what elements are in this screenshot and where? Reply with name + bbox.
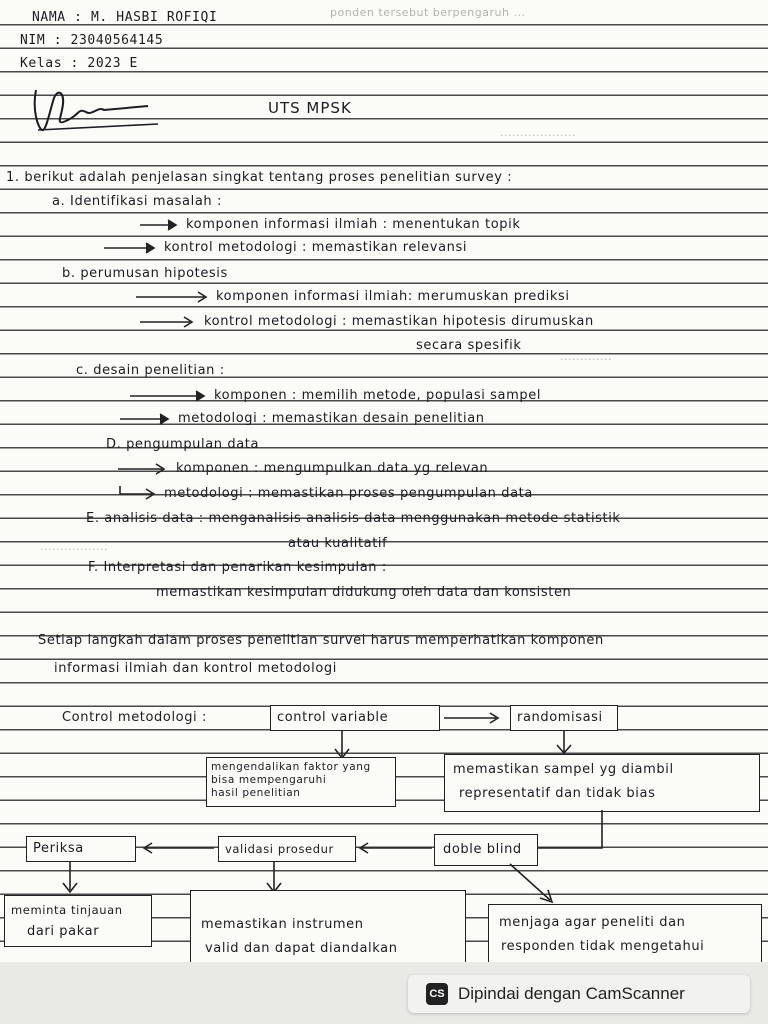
randomisasi-box <box>510 705 618 731</box>
arrow-left-icon <box>356 841 432 855</box>
arrow-down-icon <box>58 862 82 896</box>
double-blind-box <box>434 834 538 866</box>
student-nim: NIM : 23040564145 <box>20 33 164 48</box>
section-c-metodologi: metodologi : memastikan desain penelitian <box>178 411 485 426</box>
double-blind-label: doble blind <box>443 842 522 857</box>
arrow-right-icon <box>120 413 174 425</box>
section-f-heading: F. Interpretasi dan penarikan kesimpulan : <box>88 560 387 575</box>
menjaga-line: responden tidak mengetahui <box>501 939 705 954</box>
menjaga-box <box>488 904 762 962</box>
bleed-through-text: ponden tersebut berpengaruh ... <box>330 6 526 19</box>
summary-line2: informasi ilmiah dan kontrol metodologi <box>54 661 337 676</box>
camscanner-text: Dipindai dengan CamScanner <box>458 984 685 1003</box>
instrumen-box <box>190 890 466 962</box>
connector-line <box>536 810 616 852</box>
validasi-label: validasi prosedur <box>225 842 334 856</box>
section-d-komponen: komponen : mengumpulkan data yg relevan <box>176 461 489 476</box>
instrumen-line: memastikan instrumen <box>201 917 364 932</box>
section-a-heading: a. Identifikasi masalah : <box>52 194 222 209</box>
question-intro: 1. berikut adalah penjelasan singkat tentang proses penelitian survey : <box>6 170 513 185</box>
arrow-right-icon <box>444 711 504 725</box>
section-e-line2: atau kualitatif <box>288 536 388 551</box>
section-c-komponen: komponen : memilih metode, populasi sampel <box>214 388 542 403</box>
instrumen-line: valid dan dapat diandalkan <box>205 941 398 956</box>
section-d-metodologi: metodologi : memastikan proses pengumpulan data <box>164 486 533 501</box>
sampel-line: representatif dan tidak bias <box>459 786 656 801</box>
menjaga-line: menjaga agar peneliti dan <box>499 915 686 930</box>
arrow-right-icon <box>104 242 160 254</box>
sampel-line: memastikan sampel yg diambil <box>453 762 674 777</box>
signature-icon <box>28 80 168 140</box>
control-variable-label: control variable <box>277 710 389 725</box>
tinjauan-line: meminta tinjauan <box>11 903 123 917</box>
section-a-kontrol: kontrol metodologi : memastikan relevansi <box>164 240 468 255</box>
sampel-box <box>444 754 760 812</box>
control-variable-box <box>270 705 440 731</box>
arrow-down-icon <box>552 730 576 756</box>
section-f-detail: memastikan kesimpulan didukung oleh data dan konsisten <box>156 585 572 600</box>
camscanner-watermark <box>408 975 750 1013</box>
periksa-label: Periksa <box>33 841 84 856</box>
mengendalikan-box <box>206 757 396 807</box>
arrow-right-icon <box>116 484 160 500</box>
section-d-heading: D. pengumpulan data <box>106 437 260 452</box>
arrow-right-icon <box>118 463 170 475</box>
section-a-komponen: komponen informasi ilmiah : menentukan topik <box>186 217 521 232</box>
arrow-right-icon <box>136 291 212 303</box>
bleed-through-text: ................. <box>40 540 108 553</box>
section-b-heading: b. perumusan hipotesis <box>62 266 228 281</box>
section-c-heading: c. desain penelitian : <box>76 363 225 378</box>
validasi-box <box>218 836 356 862</box>
periksa-box <box>26 836 136 862</box>
camscanner-logo-icon: CS <box>426 983 448 1005</box>
student-class: Kelas : 2023 E <box>20 56 138 71</box>
randomisasi-label: randomisasi <box>517 710 603 725</box>
mengendalikan-line: hasil penelitian <box>211 787 301 799</box>
section-b-komponen: komponen informasi ilmiah: merumuskan prediksi <box>216 289 570 304</box>
mengendalikan-line: bisa mempengaruhi <box>211 774 327 786</box>
summary-line1: Setiap langkah dalam proses penelitian survei harus memperhatikan komponen <box>38 633 604 648</box>
bleed-through-text: ............. <box>560 350 612 363</box>
diagram-root-label: Control metodologi : <box>62 710 207 725</box>
student-name: NAMA : M. HASBI ROFIQI <box>32 10 218 25</box>
arrow-right-icon <box>130 390 210 402</box>
arrow-right-icon <box>140 219 180 231</box>
tinjauan-line: dari pakar <box>27 924 100 939</box>
tinjauan-box <box>4 895 152 947</box>
document-title: UTS MPSK <box>268 99 352 117</box>
section-b-kontrol: kontrol metodologi : memastikan hipotesis dirumuskan <box>204 314 594 329</box>
mengendalikan-line: mengendalikan faktor yang <box>211 761 371 773</box>
section-b-kontrol-cont: secara spesifik <box>416 338 522 353</box>
arrow-down-icon <box>506 864 566 906</box>
arrow-right-icon <box>140 316 198 328</box>
arrow-left-icon <box>140 841 214 855</box>
section-e-line1: E. analisis data : menganalisis analisis data menggunakan metode statistik <box>86 511 621 526</box>
bleed-through-text: ................... <box>500 126 576 139</box>
